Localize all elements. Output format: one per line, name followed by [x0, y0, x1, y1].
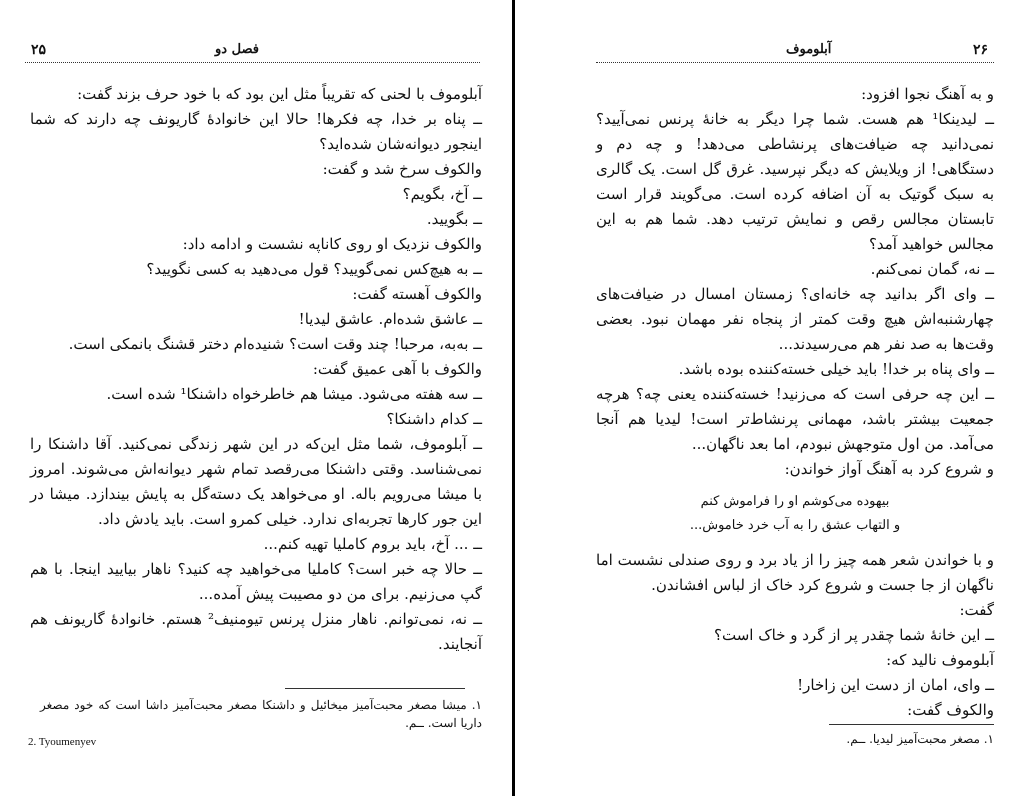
paragraph: ــ پناه بر خدا، چه فکرها! حالا این خانوادهٔ گاریونف چه دارند که شما اینجور دیوانه‌شان شده‌اید؟: [30, 110, 482, 153]
paragraph: ــ این چه حرفی است که می‌زنید! خسته‌کننده یعنی چه؟ هرچه جمعیت بیشتر باشد، مهمانی پرنشاط‌تر است! لیدیا هم آنجا می‌آمد. من اول متوجهش نبودم، اما بعد ناگهان...: [596, 385, 994, 453]
paragraph: و به آهنگ نجوا افزود:: [861, 85, 994, 103]
paragraph: والکوف سرخ شد و گفت:: [322, 160, 482, 178]
paragraph: ــ حالا چه خبر است؟ کاملیا می‌خواهید چه کنید؟ ناهار بیایید اینجا. با هم گپ می‌زنیم. برای من دو مصیبت پیش آمده...: [30, 560, 482, 603]
paragraph: ــ آخ، بگویم؟: [402, 185, 482, 203]
right-paragraphs-before-verse: [596, 82, 994, 482]
paragraph: ــ کدام داشنکا؟: [386, 410, 482, 428]
paragraph: والکوف آهسته گفت:: [352, 285, 482, 303]
paragraph: آبلوموف نالید که:: [886, 651, 994, 669]
book-spine: [512, 0, 515, 796]
verse-line: بیهوده می‌کوشم او را فراموش کنم: [700, 494, 890, 509]
left-footnote: ۱. میشا مصغر محبت‌آمیز میخائیل و داشنکا مصغر محبت‌آمیز داشا است که خود مصغر داریا است. ــم.: [40, 698, 482, 730]
right-page-number: ۲۶: [972, 42, 988, 58]
paragraph: ــ بگویید.: [426, 210, 482, 228]
paragraph: ــ ... آخ، باید بروم کاملیا تهیه کنم...: [263, 535, 482, 553]
paragraph: ــ این خانهٔ شما چقدر پر از گرد و خاک است؟: [714, 626, 994, 644]
right-footnote: ۱. مصغر محبت‌آمیز لیدیا. ــم.: [846, 732, 994, 746]
right-paragraphs-after-verse: [596, 548, 994, 723]
right-footnote-rule: [829, 724, 994, 725]
paragraph: ــ وای پناه بر خدا! باید خیلی خسته‌کننده بوده باشد.: [678, 360, 994, 378]
right-page: [516, 0, 1024, 796]
paragraph: ــ لیدینکا¹ هم هست. شما چرا دیگر به خانهٔ پرنس نمی‌آیید؟ نمی‌دانید چه ضیافت‌های پرنشاطی می‌دهد! و چه دم و دستگاهی! از ویلایش که دیگر نپرسید. غرق گل است. یک گالری به سبک گوتیک به آن اضافه کرده است. می‌گویند قرار است تابستان مجالس رقص و نمایش ترتیب دهد. شما هم به این مجالس خواهید آمد؟: [596, 110, 994, 253]
verse-block: [596, 490, 994, 538]
left-running-title: فصل دو: [215, 42, 259, 57]
right-running-title: آبلوموف: [786, 42, 832, 57]
paragraph: ــ به هیچ‌کس نمی‌گویید؟ قول می‌دهید به کسی نگویید؟: [146, 260, 482, 278]
right-page-header: [596, 40, 994, 63]
paragraph: ــ سه هفته می‌شود. میشا هم خاطرخواه داشنکا¹ شده است.: [106, 385, 482, 403]
right-page-body: [596, 82, 994, 723]
paragraph: ــ عاشق شده‌ام. عاشق لیدیا!: [298, 310, 482, 328]
paragraph: ــ وای، امان از دست این زاخار!: [797, 676, 994, 694]
left-page-body: [30, 82, 482, 657]
left-page-number: ۲۵: [31, 42, 47, 58]
paragraph: و شروع کرد به آهنگ آواز خواندن:: [784, 460, 994, 478]
paragraph: آبلوموف با لحنی که تقریباً مثل این بود که با خود حرف بزند گفت:: [77, 85, 482, 103]
paragraph: گفت:: [959, 601, 994, 619]
paragraph: ــ وای اگر بدانید چه خانه‌ای؟ زمستان امسال در ضیافت‌های چهارشنبه‌اش هیچ وقت کمتر از پنجاه نفر مهمان نبود. بعضی وقت‌ها به صد نفر هم می‌رسیدند...: [596, 285, 994, 353]
paragraph: والکوف با آهی عمیق گفت:: [312, 360, 482, 378]
left-latin-footnote: 2. Tyoumenyev: [28, 736, 97, 748]
paragraph: و با خواندن شعر همه چیز را از یاد برد و روی صندلی نشست اما ناگهان از جا جست و شروع کرد خاک از لباس افشاندن.: [596, 551, 994, 594]
paragraph: ــ آبلوموف، شما مثل این‌که در این شهر زندگی نمی‌کنید. آقا داشنکا را نمی‌شناسد. وقتی داشنکا می‌رقصد تمام شهر دیوانه‌اش می‌شوند. امروز با میشا می‌رویم باله. او می‌خواهد یک دسته‌گل به پایش بیندازد. میشا در این جور کارها تجربه‌ای ندارد. خیلی کمرو است. باید یادش داد.: [30, 435, 482, 528]
left-footnote-rule: [285, 688, 465, 689]
paragraph: ــ به‌به، مرحبا! چند وقت است؟ شنیده‌ام دختر قشنگ بانمکی است.: [68, 335, 482, 353]
left-page: [0, 0, 510, 796]
verse-line: و التهاب عشق را به آب خرد خاموش...: [689, 518, 901, 533]
paragraph: ــ نه، نمی‌توانم. ناهار منزل پرنس تیومنیف² هستم. خانوادهٔ گاریونف هم آنجایند.: [30, 610, 483, 653]
left-page-header: [25, 40, 480, 63]
paragraph: ــ نه، گمان نمی‌کنم.: [870, 260, 994, 278]
paragraph: والکوف گفت:: [907, 701, 994, 719]
paragraph: والکوف نزدیک او روی کاناپه نشست و ادامه داد:: [182, 235, 482, 253]
